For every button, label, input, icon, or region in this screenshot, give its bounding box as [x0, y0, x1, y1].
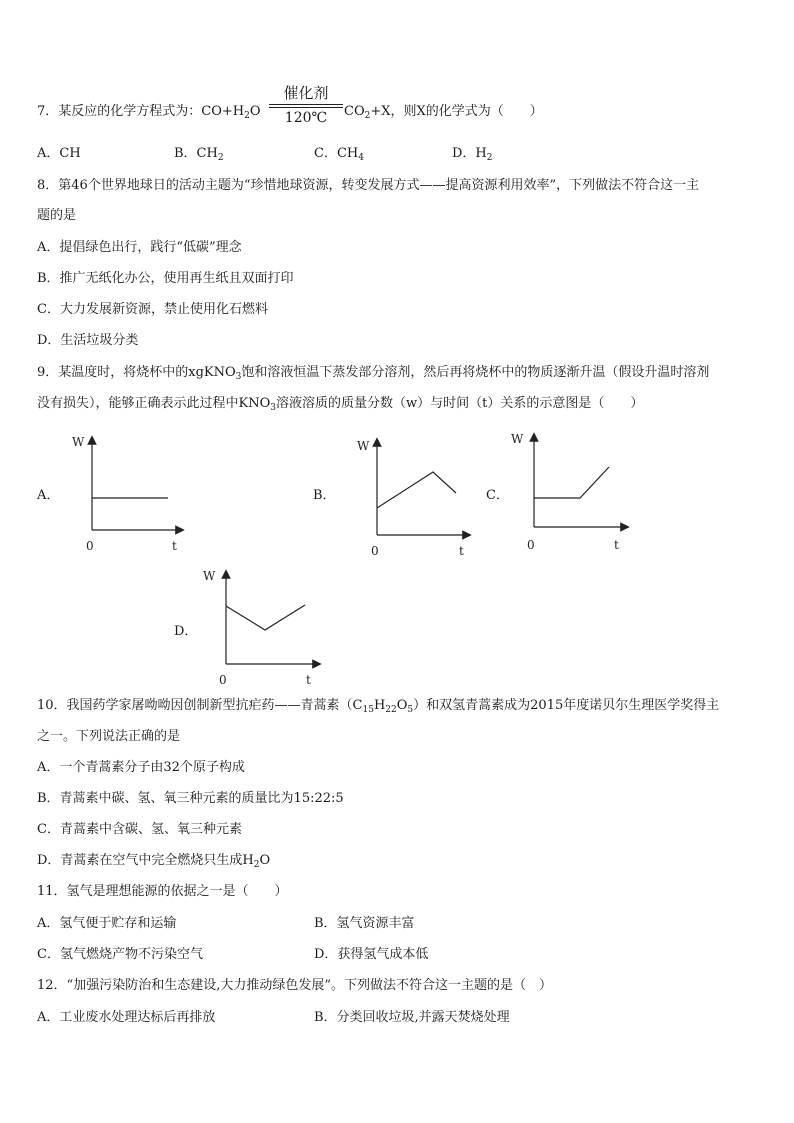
q7-option-b-text: B．CH: [174, 146, 218, 161]
q9-stem-line1: [37, 365, 709, 385]
q9-graph-d[interactable]: [195, 562, 325, 687]
origin-label: 0: [219, 673, 227, 687]
y-axis-label: W: [357, 439, 370, 453]
y-axis-label: W: [72, 435, 85, 449]
q10-option-b[interactable]: B．青蒿素中碳、氢、氧三种元素的质量比为15:22:5: [37, 791, 344, 806]
x-axis-label: t: [614, 538, 619, 552]
origin-label: 0: [527, 538, 535, 552]
origin-label: 0: [86, 539, 94, 553]
q7-h2o-subscript: 2: [244, 111, 250, 121]
q8-option-c[interactable]: C．大力发展新资源，禁止使用化石燃料: [37, 302, 268, 317]
q9-stem-line2: [37, 396, 643, 416]
q9-line2-prefix: 没有损失），能够正确表示此过程中KNO: [37, 396, 271, 411]
q7-option-d-text: D．H: [452, 146, 487, 161]
q7-option-c[interactable]: [314, 146, 364, 166]
q7-temperature: 120℃: [284, 110, 328, 126]
q10-stem-line1: [37, 698, 719, 718]
origin-label: 0: [371, 544, 379, 558]
q10-option-d-tail: O: [259, 853, 271, 868]
q10-option-d-text: D．青蒿素在空气中完全燃烧只生成H: [37, 853, 254, 868]
x-axis-label: t: [459, 544, 464, 558]
x-axis-label: t: [172, 539, 177, 553]
q10-o-sub: 5: [407, 705, 414, 715]
q9-graph-a[interactable]: [60, 430, 190, 555]
q8-stem-line2: 题的是: [37, 208, 77, 223]
curve-d: [226, 605, 305, 630]
q11-option-b[interactable]: B．氢气资源丰富: [314, 916, 415, 931]
q7-option-a[interactable]: A．CH: [37, 146, 81, 161]
q9-line2-sub: 3: [270, 403, 276, 413]
q10-stem-line2: 之一。下列说法正确的是: [37, 729, 181, 744]
q7-rhs-subscript: 2: [364, 111, 371, 121]
x-axis-label: t: [306, 673, 311, 687]
q9-line1-prefix: 9．某温度时，将烧杯中的xgKNO: [37, 365, 236, 380]
q10-h-sub: 22: [385, 705, 397, 715]
q7-option-c-sub: 4: [358, 153, 364, 163]
q9-option-c-label[interactable]: C．: [486, 488, 509, 503]
q7-h2o-tail: O: [249, 104, 261, 119]
q10-c-sub: 15: [362, 705, 374, 715]
q10-line1-prefix: 10．我国药学家屠呦呦因创制新型抗疟药——青蒿素（C: [37, 698, 363, 713]
q10-option-a[interactable]: A．一个青蒿素分子由32个原子构成: [37, 760, 245, 775]
q10-option-c[interactable]: C．青蒿素中含碳、氢、氧三种元素: [37, 822, 242, 837]
q7-rhs: [344, 100, 543, 121]
q9-option-d-label[interactable]: D．: [174, 624, 198, 639]
q9-graph-c[interactable]: [503, 425, 633, 555]
q7-equal-bar-top: [269, 104, 343, 105]
q11-stem: 11．氢气是理想能源的依据之一是（ ）: [37, 884, 288, 899]
q10-o: O: [396, 698, 408, 713]
q7-option-b-sub: 2: [217, 153, 224, 163]
q9-option-b-label[interactable]: B．: [313, 488, 336, 503]
q10-option-d-sub: 2: [253, 860, 260, 870]
q9-line1-sub: 3: [235, 372, 242, 382]
q7-lhs: [37, 100, 261, 121]
curve-c: [534, 467, 609, 498]
q7-catalyst: 催化剂: [283, 84, 329, 102]
q11-option-d[interactable]: D．获得氢气成本低: [314, 947, 429, 962]
q8-option-b[interactable]: B．推广无纸化办公，使用再生纸且双面打印: [37, 271, 294, 286]
q9-graph-b[interactable]: [345, 430, 475, 560]
y-axis-label: W: [511, 432, 524, 446]
q8-option-a[interactable]: A．提倡绿色出行，践行“低碳”理念: [37, 240, 242, 255]
q10-h: H: [373, 698, 386, 713]
q7-option-d[interactable]: [452, 146, 493, 166]
q7-option-b[interactable]: [174, 146, 224, 166]
q12-option-a[interactable]: A．工业废水处理达标后再排放: [37, 1010, 216, 1025]
q9-line2-tail: 溶液溶质的质量分数（w）与时间（t）关系的示意图是（ ）: [275, 396, 644, 411]
q10-line1-tail: ）和双氢青蒿素成为2015年度诺贝尔生理医学奖得主: [413, 698, 720, 713]
q7-rhs-prefix: CO: [344, 104, 365, 119]
q10-option-d[interactable]: [37, 853, 270, 873]
q12-stem: 12．“加强污染防治和生态建设,大力推动绿色发展”。下列做法不符合这一主题的是（ ）: [37, 978, 552, 993]
q7-rhs-tail: +X，则X的化学式为（ ）: [370, 104, 543, 119]
q7-equal-bar-bottom: [269, 107, 343, 108]
q11-option-c[interactable]: C．氢气燃烧产物不污染空气: [37, 947, 203, 962]
q8-stem-line1: 8．第46个世界地球日的活动主题为“珍惜地球资源，转变发展方式——提高资源利用效率”，下列做法不符合这一主: [37, 178, 700, 193]
q7-reaction-condition: [269, 82, 343, 130]
y-axis-label: W: [203, 569, 216, 583]
q9-line1-tail: 饱和溶液恒温下蒸发部分溶剂，然后再将烧杯中的物质逐渐升温（假设升温时溶剂: [241, 365, 710, 380]
q8-option-d[interactable]: D．生活垃圾分类: [37, 333, 139, 348]
q7-stem-prefix: 7．某反应的化学方程式为：CO+H: [37, 104, 245, 119]
curve-b: [377, 472, 456, 508]
q7-option-c-text: C．CH: [314, 146, 359, 161]
q12-option-b[interactable]: B．分类回收垃圾,并露天焚烧处理: [314, 1010, 510, 1025]
q11-option-a[interactable]: A．氢气便于贮存和运输: [37, 916, 177, 931]
q9-option-a-label[interactable]: A．: [37, 488, 60, 503]
q7-option-d-sub: 2: [486, 153, 493, 163]
